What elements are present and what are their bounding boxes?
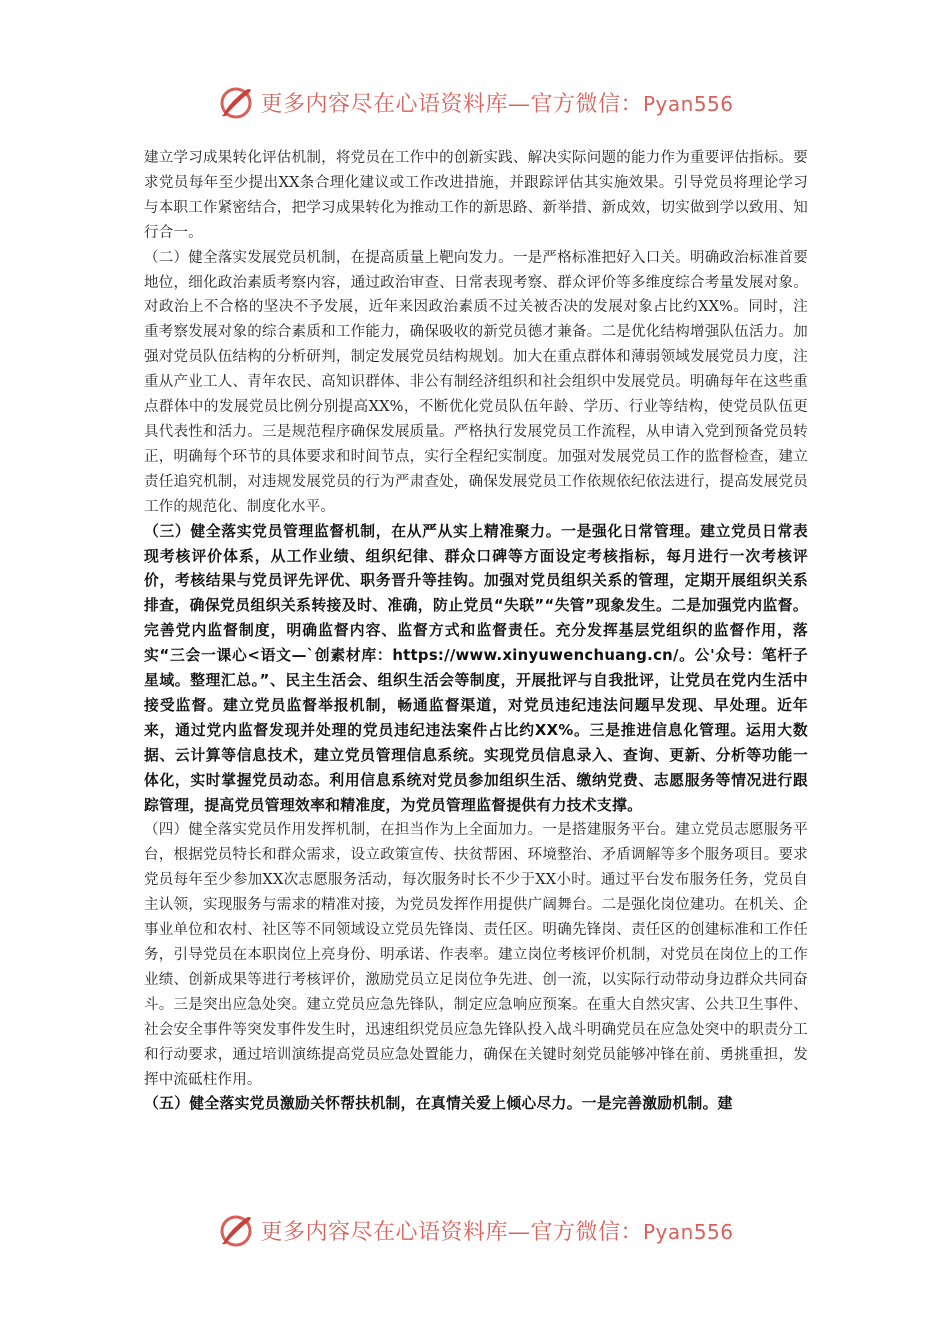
footer-banner: [0, 1210, 950, 1250]
brush-logo-icon: [216, 1210, 256, 1250]
document-body: [144, 146, 808, 1117]
paragraph: 建立学习成果转化评估机制，将党员在工作中的创新实践、解决实际问题的能力作为重要评估指标。要求党员每年至少提出XX条合理化建议或工作改进措施，并跟踪评估其实施效果。引导党员将理论学习与本职工作紧密结合，把学习成果转化为推动工作的新思路、新举措、新成效，切实做到学以致用、知行合一。: [144, 150, 808, 241]
header-banner: [0, 82, 950, 122]
header-banner-label: 更多内容尽在心语资料库—官方微信：: [260, 91, 643, 117]
footer-wechat-id: Pyan556: [643, 1219, 734, 1244]
paragraph: （四）健全落实党员作用发挥机制，在担当作为上全面加力。一是搭建服务平台。建立党员志愿服务平台，根据党员特长和群众需求，设立政策宣传、扶贫帮困、环境整治、矛盾调解等多个服务项目。要求党员每年至少参加XX次志愿服务活动，每次服务时长不少于XX小时。通过平台发布服务任务，党员自主认领，实现服务与需求的精准对接，为党员发挥作用提供广阔舞台。二是强化岗位建功。在机关、企事业单位和农村、社区等不同领域设立党员先锋岗、责任区。明确先锋岗、责任区的创建标准和工作任务，引导党员在本职岗位上亮身份、明承诺、作表率。建立岗位考核评价机制，对党员在岗位上的工作业绩、创新成果等进行考核评价，激励党员立足岗位争先进、创一流，以实际行动带动身边群众共同奋斗。三是突出应急处突。建立党员应急先锋队，制定应急响应预案。在重大自然灾害、公共卫生事件、社会安全事件等突发事件发生时，迅速组织党员应急先锋队投入战斗明确党员在应急处突中的职责分工和行动要求，通过培训演练提高党员应急处置能力，确保在关键时刻党员能够冲锋在前、勇挑重担，发挥中流砥柱作用。: [144, 822, 808, 1088]
header-wechat-id: Pyan556: [643, 91, 734, 116]
footer-banner-label: 更多内容尽在心语资料库—官方微信：: [260, 1219, 643, 1245]
paragraph: （三）健全落实党员管理监督机制，在从严从实上精准聚力。一是强化日常管理。建立党员日常表现考核评价体系，从工作业绩、组织纪律、群众口碑等方面设定考核指标，每月进行一次考核评价，考核结果与党员评先评优、职务晋升等挂钩。加强对党员组织关系的管理，定期开展组织关系排查，确保党员组织关系转接及时、准确，防止党员“失联”“失管”现象发生。二是加强党内监督。完善党内监督制度，明确监督内容、监督方式和监督责任。充分发挥基层党组织的监督作用，落实“三会一课心<语文—`创素材库：https://www.xinyuwenchuang.cn/。公'众号：笔杆子星域。整理汇总。”、民主生活会、组织生活会等制度，开展批评与自我批评，让党员在党内生活中接受监督。建立党员监督举报机制，畅通监督渠道，对党员违纪违法问题早发现、早处理。近年来，通过党内监督发现并处理的党员违纪违法案件占比约XX%。三是推进信息化管理。运用大数据、云计算等信息技术，建立党员管理信息系统。实现党员信息录入、查询、更新、分析等功能一体化，实时掌握党员动态。利用信息系统对党员参加组织生活、缴纳党费、志愿服务等情况进行跟踪管理，提高党员管理效率和精准度，为党员管理监督提供有力技术支撑。: [144, 522, 808, 814]
header-banner-text: [260, 87, 733, 118]
paragraph: （五）健全落实党员激励关怀帮扶机制，在真情关爱上倾心尽力。一是完善激励机制。建: [144, 1095, 733, 1113]
paragraph: （二）健全落实发展党员机制，在提高质量上靶向发力。一是严格标准把好入口关。明确政治标准首要地位，细化政治素质考察内容，通过政治审查、日常表现考察、群众评价等多维度综合考量发展对象。对政治上不合格的坚决不予发展，近年来因政治素质不过关被否决的发展对象占比约XX%。同时，注重考察发展对象的综合素质和工作能力，确保吸收的新党员德才兼备。二是优化结构增强队伍活力。加强对党员队伍结构的分析研判，制定发展党员结构规划。加大在重点群体和薄弱领域发展党员力度，注重从产业工人、青年农民、高知识群体、非公有制经济组织和社会组织中发展党员。明确每年在这些重点群体中的发展党员比例分别提高XX%，不断优化党员队伍年龄、学历、行业等结构，使党员队伍更具代表性和活力。三是规范程序确保发展质量。严格执行发展党员工作流程，从申请入党到预备党员转正，明确每个环节的具体要求和时间节点，实行全程纪实制度。加强对发展党员工作的监督检查，建立责任追究机制，对违规发展党员的行为严肃查处，确保发展党员工作依规依纪依法进行，提高发展党员工作的规范化、制度化水平。: [144, 249, 808, 515]
footer-banner-text: [260, 1215, 733, 1246]
brush-logo-icon: [216, 82, 256, 122]
